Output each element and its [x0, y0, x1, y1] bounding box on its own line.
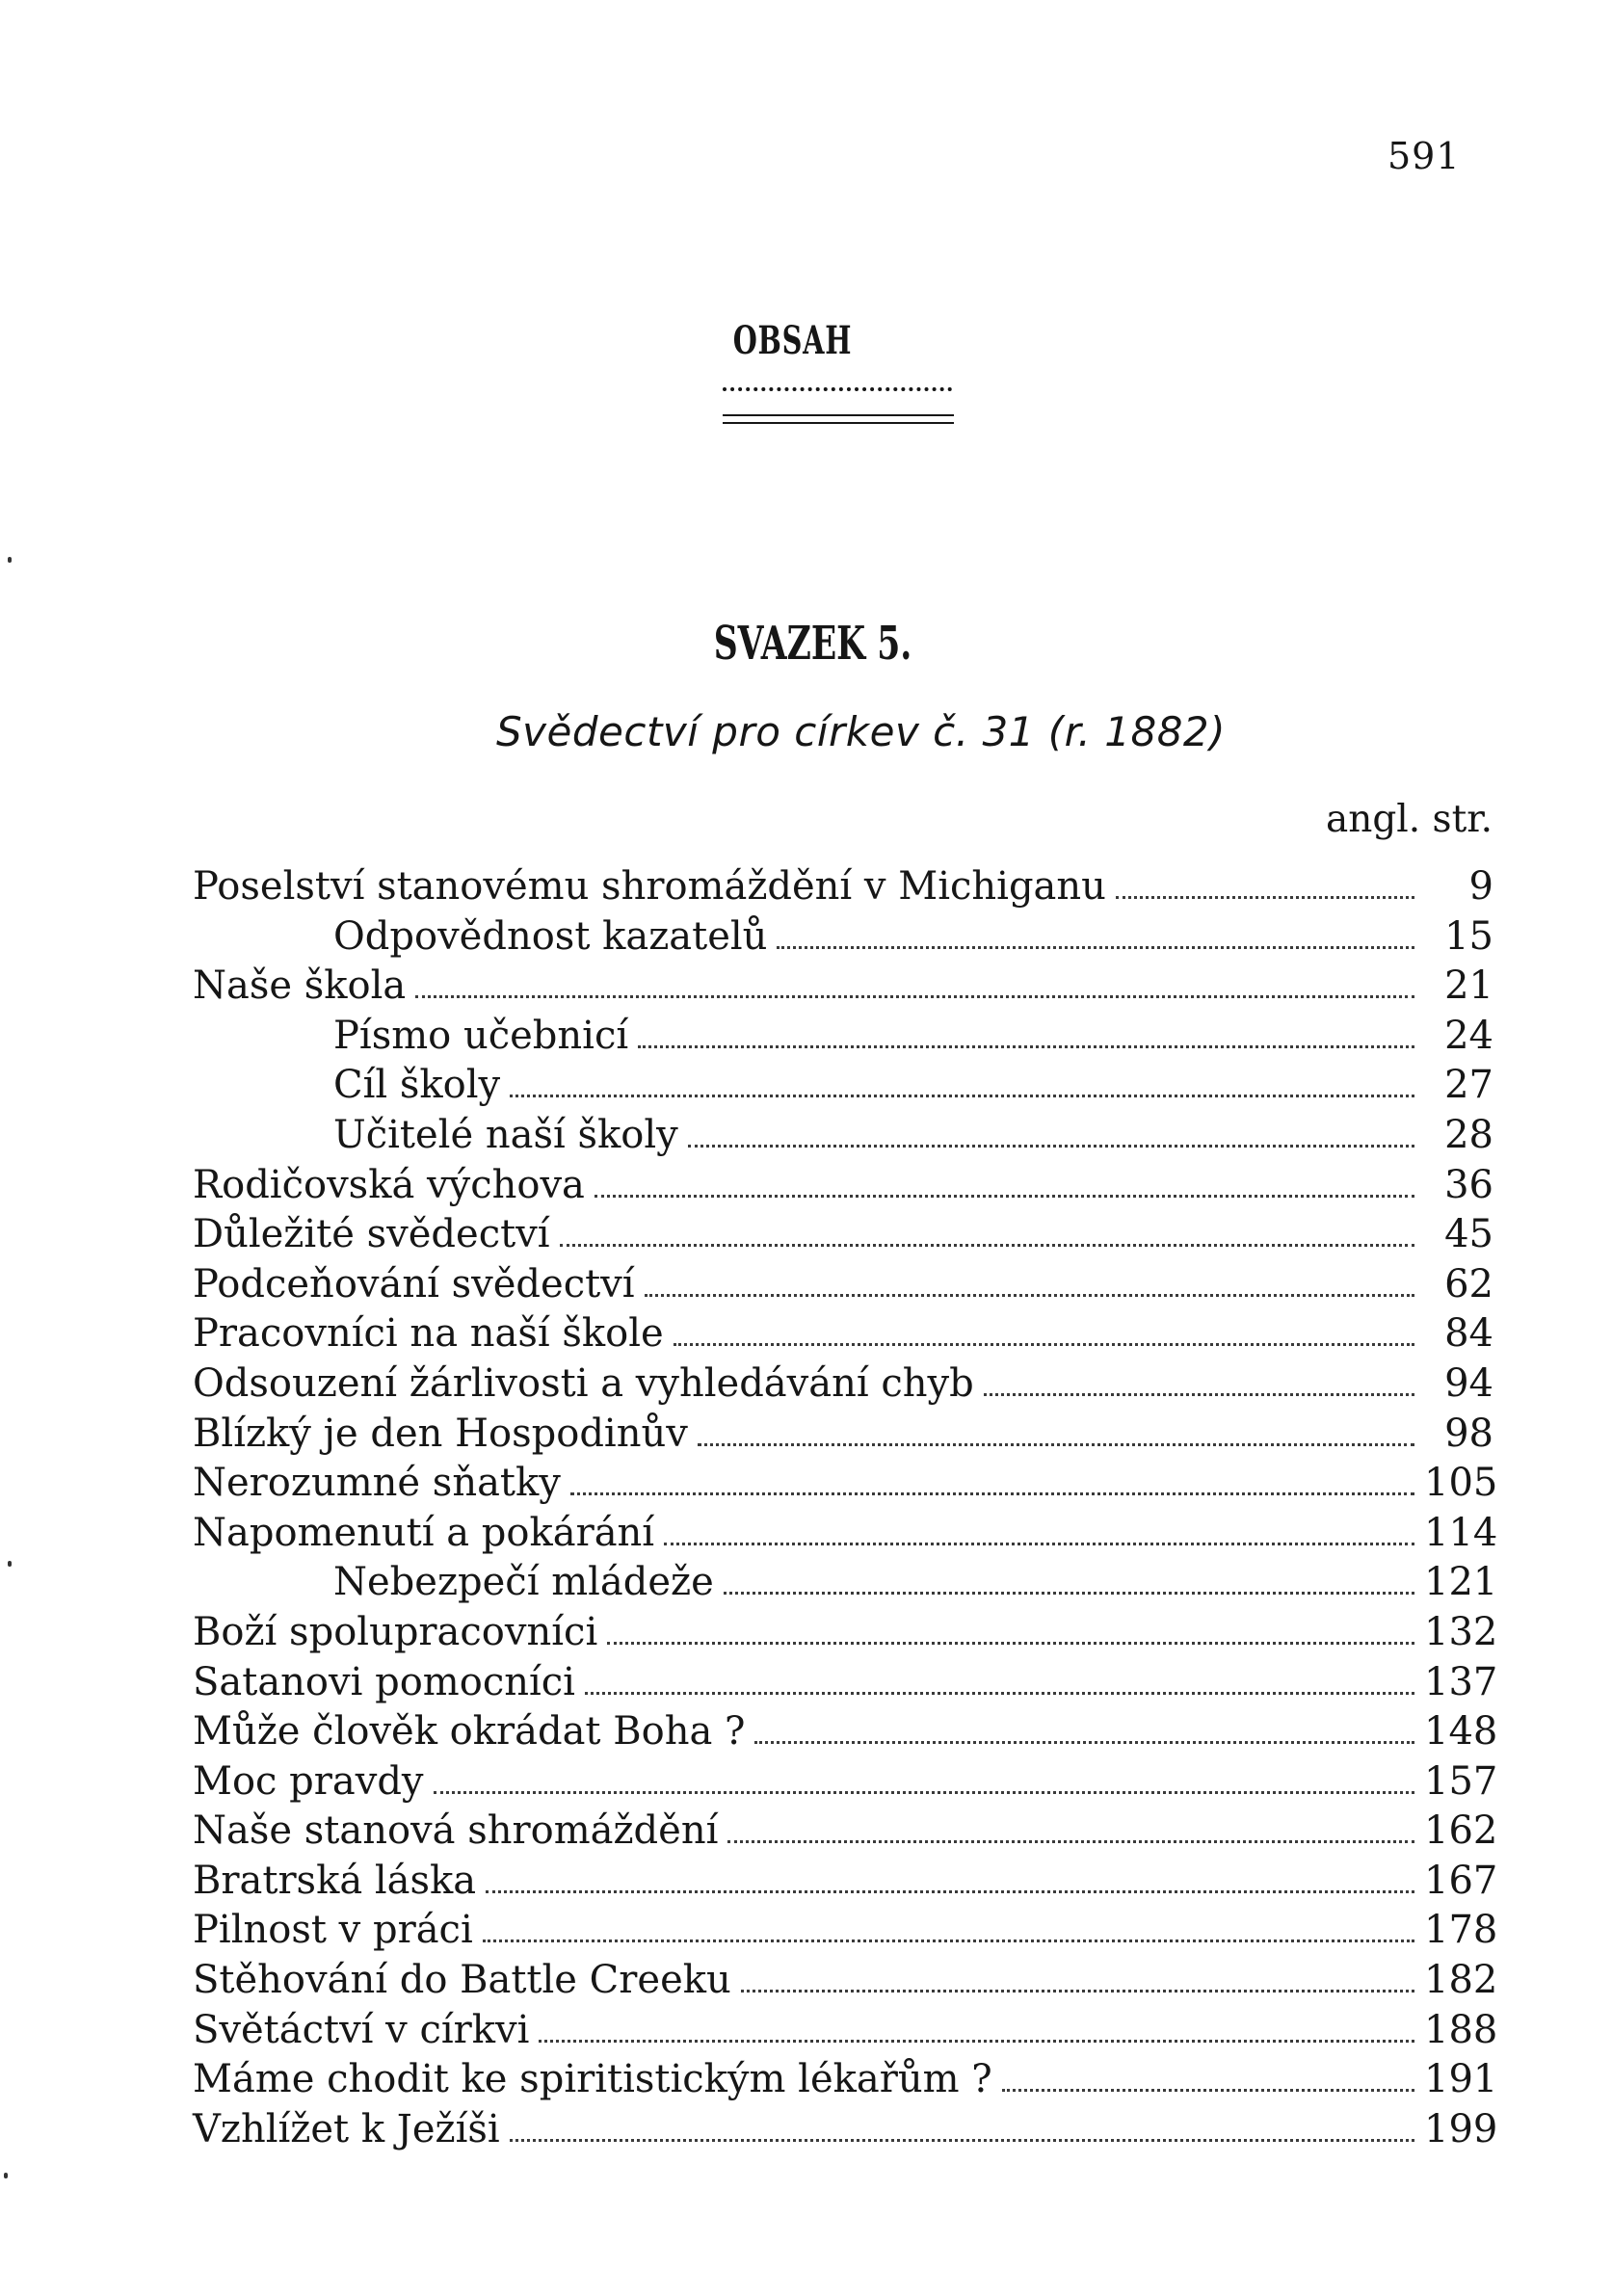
- toc-dot-leader: [539, 2040, 1414, 2043]
- toc-entry-title: Odpovědnost kazatelů: [333, 913, 768, 959]
- toc-dot-leader: [984, 1393, 1414, 1396]
- toc-entry-title: Stěhování do Battle Creeku: [193, 1958, 731, 2003]
- toc-entry: [193, 1210, 1493, 1260]
- toc-entry-title: Bratrská láska: [193, 1858, 477, 1903]
- toc-entry-page: 121: [1424, 1560, 1498, 1605]
- toc-entry-page: 94: [1444, 1360, 1493, 1406]
- toc-dot-leader: [570, 1492, 1414, 1495]
- toc-entry-page: 98: [1444, 1411, 1493, 1456]
- toc-entry: [193, 1359, 1493, 1410]
- heading-double-rule: [723, 414, 954, 424]
- toc-dot-leader: [754, 1741, 1414, 1744]
- toc-entry-page: 9: [1468, 864, 1493, 909]
- toc-dot-leader: [638, 1045, 1414, 1048]
- toc-entry-page: 114: [1424, 1510, 1498, 1555]
- toc-dot-leader: [434, 1791, 1414, 1794]
- scan-speck: [4, 2173, 8, 2178]
- toc-entry: [193, 1658, 1498, 1708]
- toc-entry-title: Pracovníci na naší škole: [193, 1311, 664, 1357]
- toc-entry-page: 137: [1424, 1659, 1498, 1704]
- toc-entry: [193, 2105, 1498, 2155]
- toc-dot-leader: [486, 1890, 1414, 1893]
- heading-dotted-rule: [723, 387, 952, 391]
- toc-entry-title: Odsouzení žárlivosti a vyhledávání chyb: [193, 1360, 974, 1406]
- toc-dot-leader: [483, 1940, 1414, 1942]
- toc-dot-leader: [510, 2139, 1414, 2142]
- toc-entry: [193, 1857, 1498, 1907]
- toc-dot-leader: [777, 946, 1414, 949]
- contents-heading: OBSAH: [732, 318, 853, 363]
- toc-entry: [193, 1061, 1493, 1111]
- toc-entry: [193, 1459, 1498, 1509]
- page-column-header: angl. str.: [1325, 798, 1493, 841]
- toc-entry-title: Nerozumné sňatky: [193, 1461, 561, 1506]
- toc-dot-leader: [674, 1343, 1414, 1346]
- toc-entry-title: Vzhlížet k Ježíši: [193, 2106, 500, 2151]
- toc-entry: [193, 1410, 1493, 1460]
- toc-dot-leader: [560, 1244, 1414, 1247]
- toc-entry: [193, 1608, 1498, 1658]
- toc-entry: [193, 1309, 1493, 1359]
- toc-entry: [193, 1012, 1493, 1062]
- toc-entry-title: Blízký je den Hospodinův: [193, 1411, 688, 1456]
- toc-entry-title: Učitelé naší školy: [333, 1112, 678, 1157]
- toc-entry: [193, 1260, 1493, 1310]
- toc-entry-title: Důležité svědectví: [193, 1212, 550, 1257]
- toc-dot-leader: [727, 1840, 1414, 1843]
- toc-dot-leader: [724, 1592, 1414, 1595]
- toc-dot-leader: [664, 1543, 1414, 1545]
- toc-dot-leader: [415, 995, 1414, 998]
- toc-entry-page: 191: [1424, 2057, 1498, 2102]
- toc-entry-page: 199: [1424, 2106, 1498, 2151]
- toc-entry: [193, 1111, 1493, 1161]
- toc-entry-title: Naše stanová shromáždění: [193, 1808, 719, 1854]
- toc-entry-page: 105: [1424, 1461, 1498, 1506]
- toc-entry: [193, 2006, 1498, 2056]
- toc-entry-page: 24: [1444, 1013, 1493, 1058]
- toc-dot-leader: [585, 1692, 1414, 1695]
- volume-title: SVAZEK 5.: [713, 617, 912, 671]
- toc-entry-page: 45: [1444, 1212, 1493, 1257]
- toc-entry: [193, 1509, 1498, 1559]
- toc-entry-page: 188: [1424, 2007, 1498, 2052]
- toc-entry: [193, 1161, 1493, 1211]
- toc-dot-leader: [645, 1294, 1414, 1297]
- toc-dot-leader: [1002, 2089, 1414, 2092]
- toc-dot-leader: [1116, 896, 1414, 899]
- toc-entry-title: Boží spolupracovníci: [193, 1609, 598, 1654]
- toc-dot-leader: [510, 1095, 1414, 1097]
- volume-subtitle: Svědectví pro církev č. 31 (r. 1882): [496, 708, 1227, 755]
- toc-dot-leader: [595, 1195, 1414, 1198]
- toc-entry-title: Světáctví v církvi: [193, 2007, 530, 2052]
- toc-entry: [193, 912, 1493, 963]
- toc-entry-title: Poselství stanovému shromáždění v Michiganu: [193, 864, 1106, 909]
- toc-entry: [193, 2055, 1498, 2105]
- toc-entry-title: Pilnost v práci: [193, 1908, 473, 1953]
- toc-entry-title: Podceňování svědectví: [193, 1261, 635, 1306]
- toc-entry-page: 28: [1444, 1112, 1493, 1157]
- toc-entry: [193, 1906, 1498, 1956]
- toc-entry: [193, 962, 1493, 1012]
- toc-entry-title: Cíl školy: [333, 1063, 501, 1108]
- toc-entry-title: Nebezpečí mládeže: [333, 1560, 714, 1605]
- toc-entry-page: 27: [1444, 1063, 1493, 1108]
- toc-entry: [193, 1707, 1498, 1757]
- toc-entry-page: 36: [1444, 1162, 1493, 1207]
- toc-entry-title: Naše škola: [193, 963, 407, 1009]
- toc-entry-page: 162: [1424, 1808, 1498, 1854]
- toc-entry-page: 157: [1424, 1758, 1498, 1804]
- toc-entry-title: Může člověk okrádat Boha ?: [193, 1709, 746, 1755]
- scan-speck: [8, 557, 12, 563]
- toc-entry-title: Písmo učebnicí: [333, 1013, 629, 1058]
- toc-entry-page: 62: [1444, 1261, 1493, 1306]
- toc-entry-page: 132: [1424, 1609, 1498, 1654]
- toc-entry-page: 84: [1444, 1311, 1493, 1357]
- toc-entry-title: Moc pravdy: [193, 1758, 424, 1804]
- toc-entry-page: 21: [1444, 963, 1493, 1009]
- toc-dot-leader: [698, 1443, 1414, 1446]
- toc-entry-page: 167: [1424, 1858, 1498, 1903]
- toc-entry: [193, 1956, 1498, 2006]
- toc-entry-page: 182: [1424, 1958, 1498, 2003]
- table-of-contents: [193, 862, 1498, 2154]
- toc-dot-leader: [607, 1642, 1414, 1645]
- toc-entry-title: Napomenutí a pokárání: [193, 1510, 655, 1555]
- toc-dot-leader: [741, 1990, 1414, 1993]
- page-number: 591: [1387, 135, 1461, 177]
- toc-entry-title: Rodičovská výchova: [193, 1162, 585, 1207]
- toc-entry: [193, 1757, 1498, 1808]
- toc-entry: [193, 1807, 1498, 1857]
- toc-dot-leader: [688, 1145, 1414, 1148]
- toc-entry: [193, 862, 1493, 912]
- toc-entry-title: Máme chodit ke spiritistickým lékařům ?: [193, 2057, 992, 2102]
- toc-entry-page: 15: [1444, 913, 1493, 959]
- scan-speck: [8, 1561, 12, 1567]
- toc-entry-page: 178: [1424, 1908, 1498, 1953]
- toc-entry-page: 148: [1424, 1709, 1498, 1755]
- toc-entry: [193, 1558, 1498, 1608]
- toc-entry-title: Satanovi pomocníci: [193, 1659, 575, 1704]
